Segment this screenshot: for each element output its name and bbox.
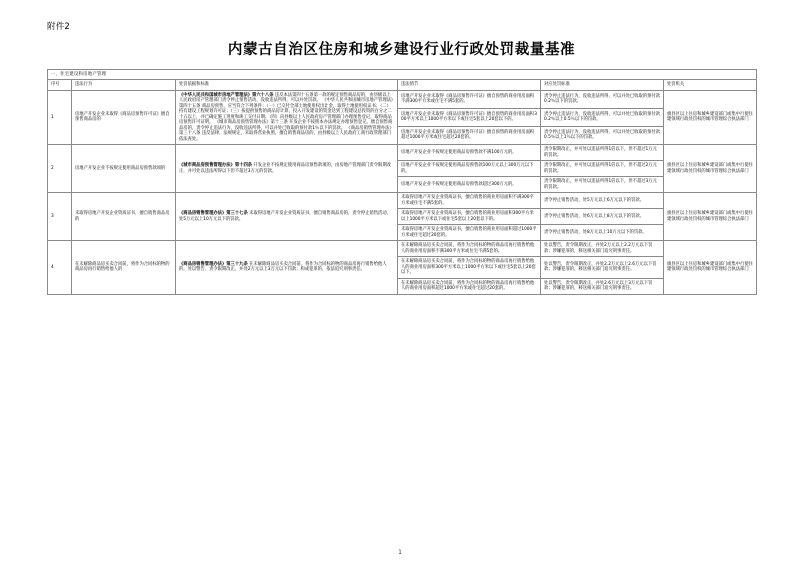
penalty-standard: 责令限期改正，并可处以违法所得1倍以下，但不超过2万元的罚款。 [541,161,664,177]
column-header-circumstance: 违法情节 [398,80,541,91]
penalty-standard: 责令停止销售活动，处5万元以上6万元以下的罚款。 [541,193,664,209]
violation-circumstance: 未取得房地产开发企业资质证书，擅自销售的商业用房面积超过1000平方米或住宅超过20套的。 [398,225,541,241]
violation-circumstance: 在未解除商品房买卖合同前，将作为合同标的物的商品房再行销售给他人的商业用房面积300平方米以上1000平方米以下或住宅5套以上20套以下。 [398,257,541,279]
penalty-basis [176,145,398,193]
row-index: 2 [48,145,72,193]
enforcement-organ: 旗县区以上住房和城乡建设部门或集中行使住建领域行政处罚权的城市管理综合执法部门 [664,241,757,295]
enforcement-organ: 旗县区以上住房和城乡建设部门或集中行使住建领域行政处罚权的城市管理综合执法部门 [664,193,757,241]
enforcement-organ: 旗县区以上住房和城乡建设部门或集中行使住建领域行政处罚权的城市管理综合执法部门 [664,145,757,193]
violation-circumstance: 在未解除商品房买卖合同前，将作为合同标的物的商品房再行销售给他人的商业用房面积不满300平方米或住宅不满5套的。 [398,241,541,257]
table-header-row [48,80,757,91]
violation-act: 房地产开发企业不按规定使用商品房预售款项的 [72,145,176,193]
row-index: 4 [48,241,72,295]
violation-circumstance: 未取得房地产开发企业资质证书，擅自销售的商业用房面积300平方米以上1000平方米以下或住宅5套以上20套以下的。 [398,209,541,225]
violation-circumstance: 房地产开发企业不按规定使用商品房预售款超过300万元的。 [398,177,541,193]
attachment-label: 附件2 [47,22,71,32]
penalty-basis-title: 《中华人民共和国城市房地产管理法》第六十八条 [179,92,274,98]
table-row [48,90,757,108]
penalty-standard: 处以警告，责令限期改正，并处2.2万元以上2.6万元以下罚款；涉嫌犯罪的，移送相关部门追究刑事责任。 [541,257,664,279]
penalty-basis-title: 《商品房销售管理办法》第三十七条 [179,211,248,217]
table-row [48,241,757,257]
enforcement-organ: 旗县区以上住房和城乡建设部门或集中行使住建领域行政处罚权的城市管理综合执法部门 [664,90,757,145]
penalty-basis [176,193,398,241]
column-header-basis: 处罚依据和标准 [176,80,398,91]
row-index: 3 [48,193,72,241]
penalty-standard: 责令停止违法行为，没收违法所得，可以并处已收取的预付款0.5％以上1％以下的罚款。 [541,126,664,144]
penalty-basis [176,241,398,295]
penalty-basis-text: 未取得房地产开发企业资质证书，擅自销售商品房的，责令停止销售活动，处5万元以上10万元以下的罚款。 [179,211,391,222]
section-heading: 一、住宅建设和房地产管理 [48,69,757,80]
page-title: 内蒙古自治区住房和城乡建设行业行政处罚裁量基准 [227,41,576,59]
penalty-basis-text: 在未解除商品房买卖合同前，将作为合同标的物的商品房再行销售给他人的，处以警告、责令限期改正，并处2万元以上3万元以下罚款；构成犯罪的，依法追究刑事责任。 [179,261,387,273]
violation-circumstance: 房地产开发企业未取得《商品房预售许可证》擅自预售的商业用房面积超过1000平方米或住宅超过20套的。 [398,126,541,144]
penalty-standard: 责令限期改正，并可处以违法所得1倍以下，但不超过1万元的罚款。 [541,145,664,161]
violation-act: 在未解除商品房买卖合同前，将作为合同标的物的商品房再行销售给他人的 [72,241,176,295]
violation-circumstance: 房地产开发企业不按规定使用商品房预售款不满100万元的。 [398,145,541,161]
table-row [48,193,757,209]
column-header-organ: 处罚机关 [664,80,757,91]
violation-circumstance: 在未解除商品房买卖合同前，将作为合同标的物的商品房再行销售给他人的商业用房面积超过1000平方米或住宅超过20套的。 [398,278,541,294]
column-header-standard: 对应处罚标准 [541,80,664,91]
violation-act: 未取得房地产开发企业资质证书，擅自销售商品房的 [72,193,176,241]
violation-act: 房地产开发企业未取得《商品房预售许可证》擅自预售商品房的 [72,90,176,145]
penalty-basis [176,90,398,145]
penalty-standard: 处以警告，责令限期改正，并处2.6万元以上3万元以下罚款；涉嫌犯罪的，移送相关部门追究刑事责任。 [541,278,664,294]
penalty-basis-text: 开发企业不按规定使用商品房预售款项的，由房地产管理部门责令限期改正，并可处以违法所得以下但不超过3万元的罚款。 [179,163,391,174]
penalty-basis-title: 《商品房销售管理办法》第三十九条 [179,261,248,267]
violation-circumstance: 未取得房地产开发企业资质证书，擅自销售的商业用房面积不满300平方米或住宅不满5套的。 [398,193,541,209]
column-header-index: 序号 [48,80,72,91]
row-index: 1 [48,90,72,145]
penalty-standard: 责令停止销售活动，处6万元以上8万元以下的罚款。 [541,209,664,225]
page-number: 1 [398,549,402,556]
penalty-basis-text: 违反本法第四十五条第一款的规定预售商品房的，由县级以上人民政府房产管理部门责令停止预售活动，没收违法所得，可以并处罚款。 《中华人民共和国城市房地产管理法》第四十五条 商品房预售，应当符合下列条件：（一）已交付全部土地使用权出让金，取得土地使用权证书；（二）持有建设工程规划许可证；（三）按提供预售的商品房计算，投入开发建设的资金达到工程建设总投资的百分之二十五以上，并已确定施工进度和竣工交付日期；（四）向县级以上人民政府房产管理部门办理预售登记，取得商品房预售许可证明。 《城市商品房预售管理办法》第十三条 开发企业不按照本办法规定办理预售登记，擅自预售商品房的，责令停止违法行为，没收违法所得，可以并处已收取的预付款1％以下的罚款。 《商品房销售管理办法》第三十八条 违反法律、法规规定，未取得营业执照，擅自销售商品房的，由县级以上人民政府工商行政管理部门依法查处。 [179,92,394,142]
violation-circumstance: 房地产开发企业未取得《商品房预售许可证》擅自预售的商业用房面积300平方米以上1000平方米以下或住宅5套以上20套以下的。 [398,108,541,126]
penalty-standard: 处以警告，责令限期改正，并处2万元以上2.2万元以下罚款；涉嫌犯罪的，移送相关部门追究刑事责任。 [541,241,664,257]
violation-circumstance: 房地产开发企业不按规定使用商品房预售款100万元以上300万元以下的。 [398,161,541,177]
column-header-act: 违法行为 [72,80,176,91]
section-heading-row [48,69,757,80]
penalty-standard: 责令限期改正，并可处以违法所得1倍以下，但不超过3万元的罚款。 [541,177,664,193]
table-row [48,145,757,161]
violation-circumstance: 房地产开发企业未取得《商品房预售许可证》擅自预售的商业用房面积不满300平方米或住宅不满5套的。 [398,90,541,108]
penalty-standard: 责令停止违法行为，没收违法所得，可以并处已收取的预付款0.2％以下的罚款。 [541,90,664,108]
penalty-basis-title: 《城市商品房预售管理办法》第十四条 [179,163,253,169]
penalty-standard: 责令停止销售活动，处8万元以上10万元以下的罚款。 [541,225,664,241]
penalty-standards-table [47,69,757,295]
penalty-standard: 责令停止违法行为，没收违法所得，可以并处已收取的预付款0.2％以上0.5％以下的罚款。 [541,108,664,126]
